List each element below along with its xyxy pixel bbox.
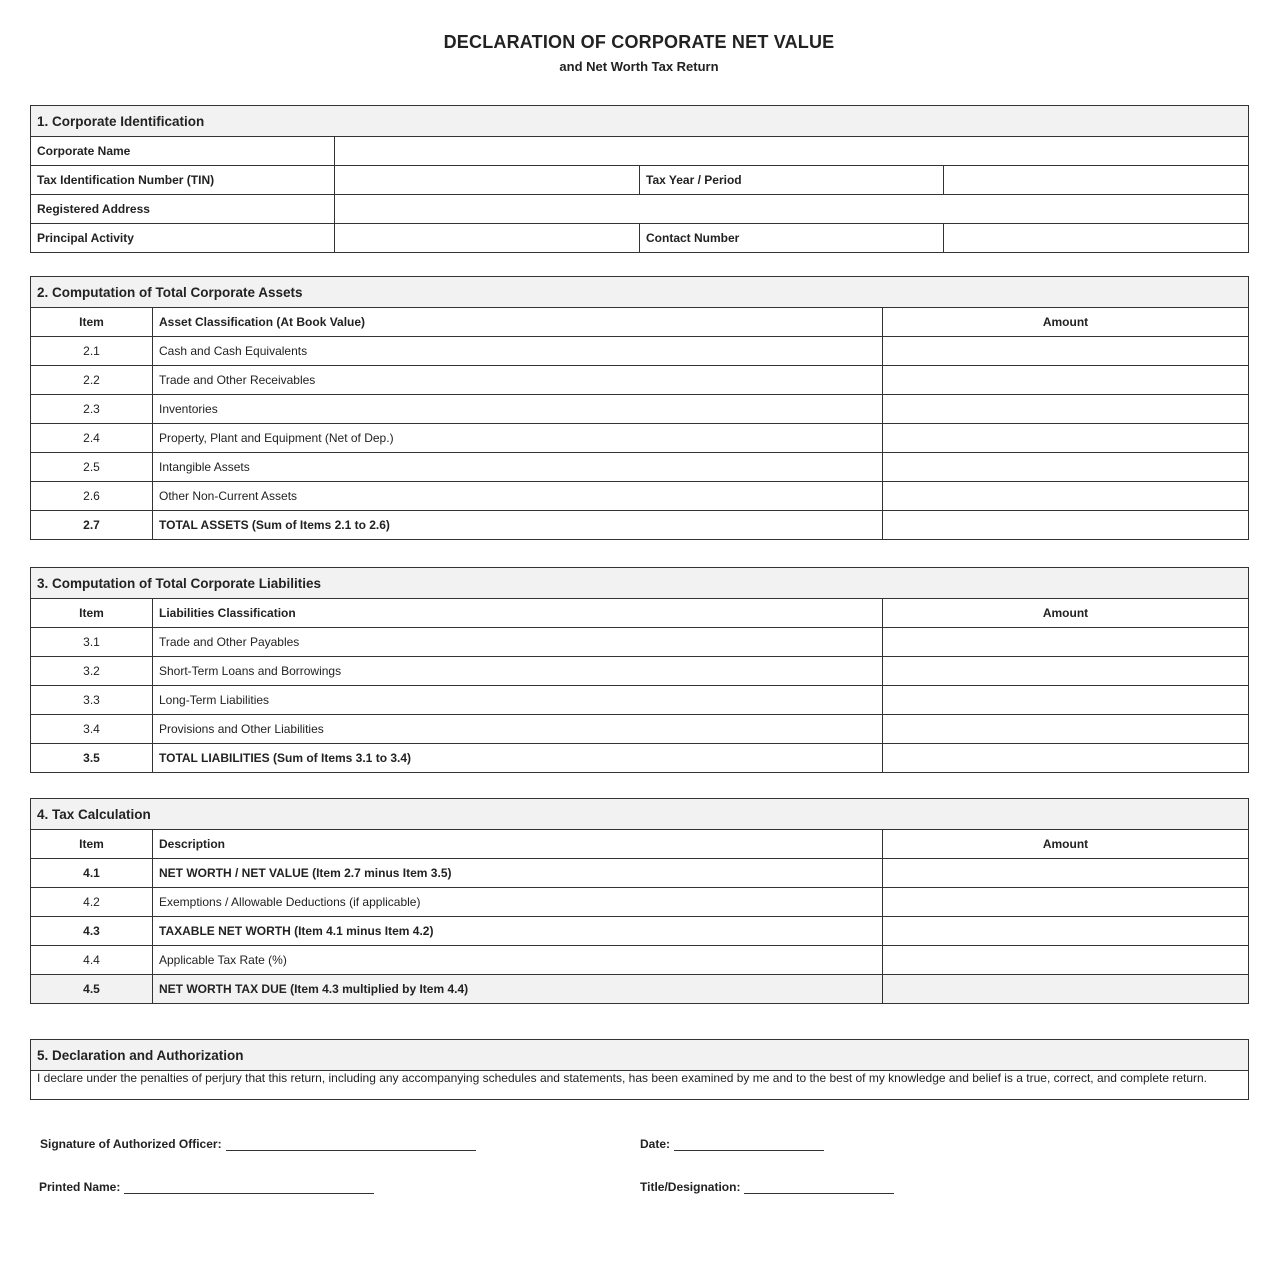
amount-field[interactable] bbox=[883, 453, 1249, 482]
table-row bbox=[31, 424, 1249, 453]
item-label: Short-Term Loans and Borrowings bbox=[153, 657, 883, 686]
table-row bbox=[31, 337, 1249, 366]
col-classification-header: Liabilities Classification bbox=[153, 599, 883, 628]
liabilities-table bbox=[30, 567, 1249, 773]
item-label: TAXABLE NET WORTH (Item 4.1 minus Item 4.2) bbox=[153, 917, 883, 946]
amount-field[interactable] bbox=[883, 395, 1249, 424]
table-row bbox=[31, 453, 1249, 482]
table-row bbox=[31, 946, 1249, 975]
tax-return-form bbox=[30, 0, 1248, 1194]
total-row bbox=[31, 744, 1249, 773]
corporate-name-field[interactable] bbox=[335, 137, 1249, 166]
item-label: Intangible Assets bbox=[153, 453, 883, 482]
item-number: 2.1 bbox=[31, 337, 153, 366]
col-amount-header: Amount bbox=[883, 599, 1249, 628]
item-label: NET WORTH TAX DUE (Item 4.3 multiplied by Item 4.4) bbox=[153, 975, 883, 1004]
section5-heading: 5. Declaration and Authorization bbox=[31, 1040, 1249, 1071]
item-number: 2.6 bbox=[31, 482, 153, 511]
date-label: Date: bbox=[640, 1137, 671, 1151]
printed-name-label: Printed Name: bbox=[39, 1180, 121, 1194]
table-row bbox=[31, 859, 1249, 888]
contact-number-label: Contact Number bbox=[640, 224, 944, 253]
col-item-header: Item bbox=[31, 308, 153, 337]
section3-heading: 3. Computation of Total Corporate Liabilities bbox=[31, 568, 1249, 599]
amount-field[interactable] bbox=[883, 859, 1249, 888]
amount-field[interactable] bbox=[883, 657, 1249, 686]
amount-field[interactable] bbox=[883, 366, 1249, 395]
col-amount-header: Amount bbox=[883, 308, 1249, 337]
item-number: 2.3 bbox=[31, 395, 153, 424]
item-label: TOTAL LIABILITIES (Sum of Items 3.1 to 3.4) bbox=[153, 744, 883, 773]
title-line bbox=[640, 1180, 894, 1194]
item-number: 3.5 bbox=[31, 744, 153, 773]
tax-due-row bbox=[31, 975, 1249, 1004]
item-label: TOTAL ASSETS (Sum of Items 2.1 to 2.6) bbox=[153, 511, 883, 540]
table-row bbox=[31, 395, 1249, 424]
contact-number-field[interactable] bbox=[944, 224, 1249, 253]
section2-heading: 2. Computation of Total Corporate Assets bbox=[31, 277, 1249, 308]
signature-label: Signature of Authorized Officer: bbox=[40, 1137, 222, 1151]
item-label: Long-Term Liabilities bbox=[153, 686, 883, 715]
item-label: Other Non-Current Assets bbox=[153, 482, 883, 511]
total-row bbox=[31, 511, 1249, 540]
title-field[interactable] bbox=[744, 1181, 894, 1194]
item-label: Trade and Other Receivables bbox=[153, 366, 883, 395]
item-label: NET WORTH / NET VALUE (Item 2.7 minus Item 3.5) bbox=[153, 859, 883, 888]
tax-due-field[interactable] bbox=[883, 975, 1249, 1004]
amount-field[interactable] bbox=[883, 946, 1249, 975]
section4-heading: 4. Tax Calculation bbox=[31, 799, 1249, 830]
amount-field[interactable] bbox=[883, 715, 1249, 744]
tax-year-label: Tax Year / Period bbox=[640, 166, 944, 195]
table-row bbox=[31, 917, 1249, 946]
declaration-box bbox=[31, 1071, 1249, 1194]
amount-field[interactable] bbox=[883, 917, 1249, 946]
table-row bbox=[31, 657, 1249, 686]
printed-name-line bbox=[39, 1180, 374, 1194]
col-amount-header: Amount bbox=[883, 830, 1249, 859]
amount-field[interactable] bbox=[883, 337, 1249, 366]
table-row bbox=[31, 628, 1249, 657]
amount-field[interactable] bbox=[883, 686, 1249, 715]
table-row bbox=[31, 888, 1249, 917]
total-assets-field[interactable] bbox=[883, 511, 1249, 540]
section1-heading: 1. Corporate Identification bbox=[31, 106, 1249, 137]
tax-calculation-table bbox=[30, 798, 1249, 1004]
corporate-identification-table bbox=[30, 105, 1249, 253]
item-label: Provisions and Other Liabilities bbox=[153, 715, 883, 744]
item-number: 3.1 bbox=[31, 628, 153, 657]
tax-year-field[interactable] bbox=[944, 166, 1249, 195]
table-row bbox=[31, 482, 1249, 511]
item-label: Cash and Cash Equivalents bbox=[153, 337, 883, 366]
item-number: 4.3 bbox=[31, 917, 153, 946]
total-liabilities-field[interactable] bbox=[883, 744, 1249, 773]
col-item-header: Item bbox=[31, 599, 153, 628]
item-label: Property, Plant and Equipment (Net of Dep.) bbox=[153, 424, 883, 453]
amount-field[interactable] bbox=[883, 424, 1249, 453]
amount-field[interactable] bbox=[883, 888, 1249, 917]
title-label: Title/Designation: bbox=[640, 1180, 741, 1194]
item-label: Inventories bbox=[153, 395, 883, 424]
item-number: 3.2 bbox=[31, 657, 153, 686]
item-label: Trade and Other Payables bbox=[153, 628, 883, 657]
item-number: 4.5 bbox=[31, 975, 153, 1004]
item-number: 2.5 bbox=[31, 453, 153, 482]
item-label: Applicable Tax Rate (%) bbox=[153, 946, 883, 975]
principal-activity-label: Principal Activity bbox=[31, 224, 335, 253]
col-description-header: Description bbox=[153, 830, 883, 859]
declaration-table bbox=[30, 1039, 1249, 1194]
date-field[interactable] bbox=[674, 1138, 824, 1151]
item-number: 2.7 bbox=[31, 511, 153, 540]
registered-address-field[interactable] bbox=[335, 195, 1249, 224]
table-row bbox=[31, 686, 1249, 715]
tin-label: Tax Identification Number (TIN) bbox=[31, 166, 335, 195]
amount-field[interactable] bbox=[883, 628, 1249, 657]
tin-field[interactable] bbox=[335, 166, 640, 195]
item-number: 4.2 bbox=[31, 888, 153, 917]
principal-activity-field[interactable] bbox=[335, 224, 640, 253]
printed-name-field[interactable] bbox=[124, 1181, 374, 1194]
item-number: 3.3 bbox=[31, 686, 153, 715]
assets-table bbox=[30, 276, 1249, 540]
col-classification-header: Asset Classification (At Book Value) bbox=[153, 308, 883, 337]
item-number: 4.4 bbox=[31, 946, 153, 975]
table-row bbox=[31, 715, 1249, 744]
col-item-header: Item bbox=[31, 830, 153, 859]
corporate-name-label: Corporate Name bbox=[31, 137, 335, 166]
declaration-statement: I declare under the penalties of perjury that this return, including any accompanying schedules and statements, has been examined by me and to the best of my knowledge and belief is a true, correct, and complete return. bbox=[37, 1071, 1208, 1085]
item-number: 4.1 bbox=[31, 859, 153, 888]
date-line bbox=[640, 1137, 824, 1151]
registered-address-label: Registered Address bbox=[31, 195, 335, 224]
item-number: 2.2 bbox=[31, 366, 153, 395]
amount-field[interactable] bbox=[883, 482, 1249, 511]
item-number: 2.4 bbox=[31, 424, 153, 453]
item-label: Exemptions / Allowable Deductions (if applicable) bbox=[153, 888, 883, 917]
table-row bbox=[31, 366, 1249, 395]
signature-field[interactable] bbox=[226, 1138, 476, 1151]
item-number: 3.4 bbox=[31, 715, 153, 744]
signature-line bbox=[40, 1137, 476, 1151]
document-subtitle: and Net Worth Tax Return bbox=[559, 59, 719, 74]
document-title: DECLARATION OF CORPORATE NET VALUE bbox=[443, 32, 835, 52]
